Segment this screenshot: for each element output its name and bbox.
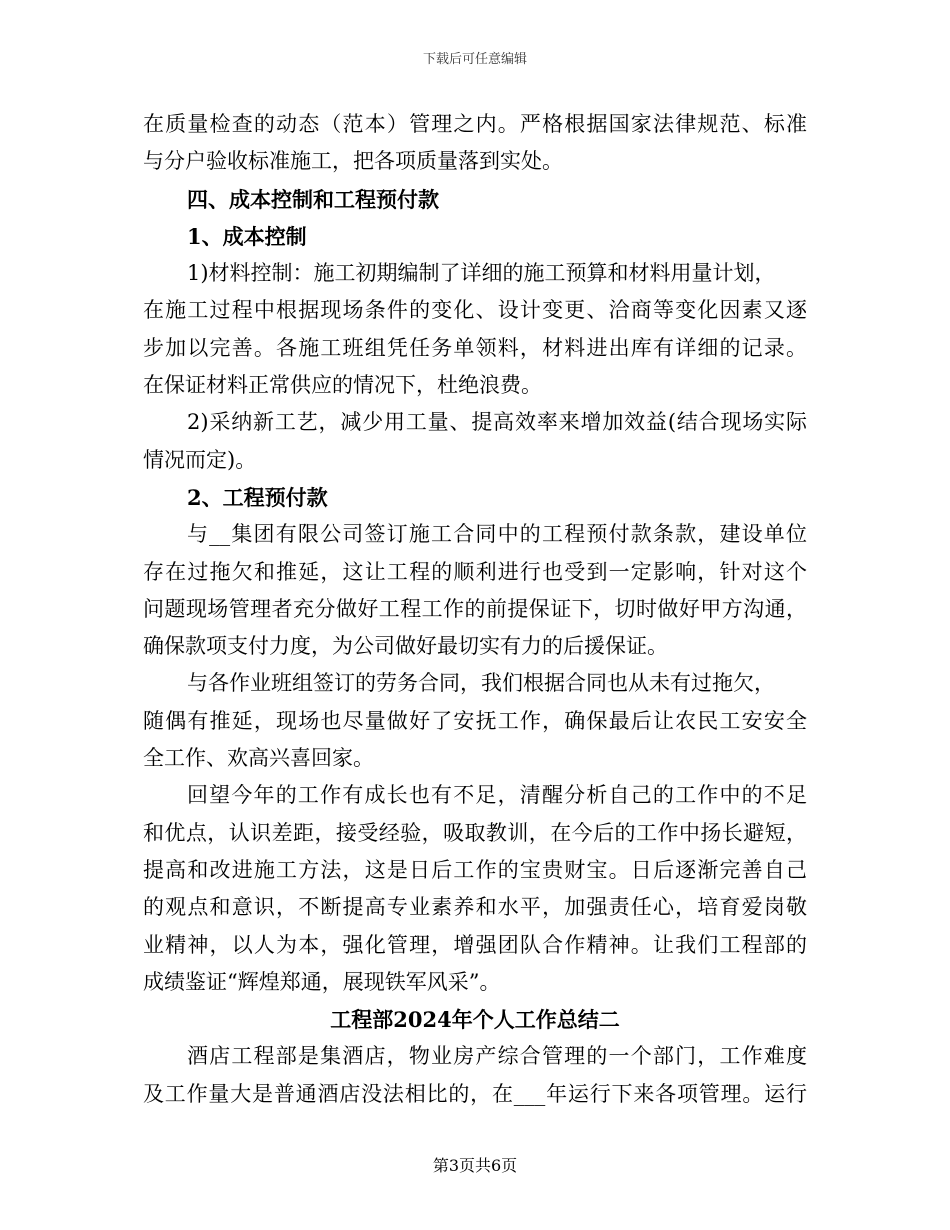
section-title-summary-two: 工程部2024年个人工作总结二 — [330, 1007, 620, 1033]
body-line-hotel-engineering: 酒店工程部是集酒店，物业房产综合管理的一个部门，工作难度 — [187, 1044, 807, 1069]
body-line-review: 回望今年的工作有成长也有不足，清醒分析自己的工作中的不足 — [187, 783, 807, 808]
body-line-10: 情况而定)。 — [143, 447, 257, 472]
body-line-13: 存在过拖欠和推延，这让工程的顺利进行也受到一定影响，针对这个 — [143, 559, 807, 584]
body-line-7: 步加以完善。各施工班组凭任务单领料，材料进出库有详细的记录。 — [143, 335, 807, 360]
page-header-note: 下载后可任意编辑 — [422, 52, 527, 67]
body-line-material-control: 1)材料控制：施工初期编制了详细的施工预算和材料用量计划， — [187, 261, 776, 286]
body-line-18: 全工作、欢高兴喜回家。 — [143, 746, 374, 771]
body-line-22: 的观点和意识，不断提高专业素养和水平，加强责任心，培育爱岗敬 — [143, 895, 807, 920]
body-line-17: 随偶有推延，现场也尽量做好了安抚工作，确保最后让农民工安安全 — [143, 708, 807, 733]
body-line-1: 在质量检查的动态（范本）管理之内。严格根据国家法律规范、标准 — [143, 112, 807, 136]
body-line-23: 业精神，以人为本，强化管理，增强团队合作精神。让我们工程部的 — [143, 932, 807, 957]
page-number-footer: 第3页共6页 — [432, 1156, 518, 1175]
subheading-prepayment: 2、工程预付款 — [187, 484, 328, 510]
section-heading-cost-control-and-prepayment: 四、成本控制和工程预付款 — [187, 186, 439, 212]
subheading-cost-control: 1、成本控制 — [187, 223, 307, 249]
body-line-21: 提高和改进施工方法，这是日后工作的宝贵财宝。日后逐渐完善自己 — [143, 857, 807, 882]
body-line-new-process: 2)采纳新工艺，减少用工量、提高效率来增加效益(结合现场实际 — [187, 410, 807, 435]
body-line-20: 和优点，认识差距，接受经验，吸取教训，在今后的工作中扬长避短， — [143, 820, 807, 845]
body-line-labor-contract: 与各作业班组签订的劳务合同，我们根据合同也从未有过拖欠， — [187, 671, 775, 696]
body-line-15: 确保款项支付力度，为公司做好最切实有力的后援保证。 — [143, 634, 668, 659]
body-line-2: 与分户验收标准施工，把各项质量落到实处。 — [143, 149, 563, 174]
document-body — [143, 106, 807, 1113]
body-line-14: 问题现场管理者充分做好工程工作的前提保证下，切时做好甲方沟通， — [143, 596, 807, 621]
body-line-24: 成绩鉴证“辉煌郑通，展现铁军风采”。 — [143, 969, 501, 994]
body-line-27: 及工作量大是普通酒店没法相比的，在___年运行下来各项管理。运行 — [143, 1081, 807, 1106]
body-line-6: 在施工过程中根据现场条件的变化、设计变更、洽商等变化因素又逐 — [143, 298, 807, 323]
body-line-contract: 与__集团有限公司签订施工合同中的工程预付款条款，建设单位 — [187, 522, 807, 547]
body-line-8: 在保证材料正常供应的情况下，杜绝浪费。 — [143, 373, 542, 398]
